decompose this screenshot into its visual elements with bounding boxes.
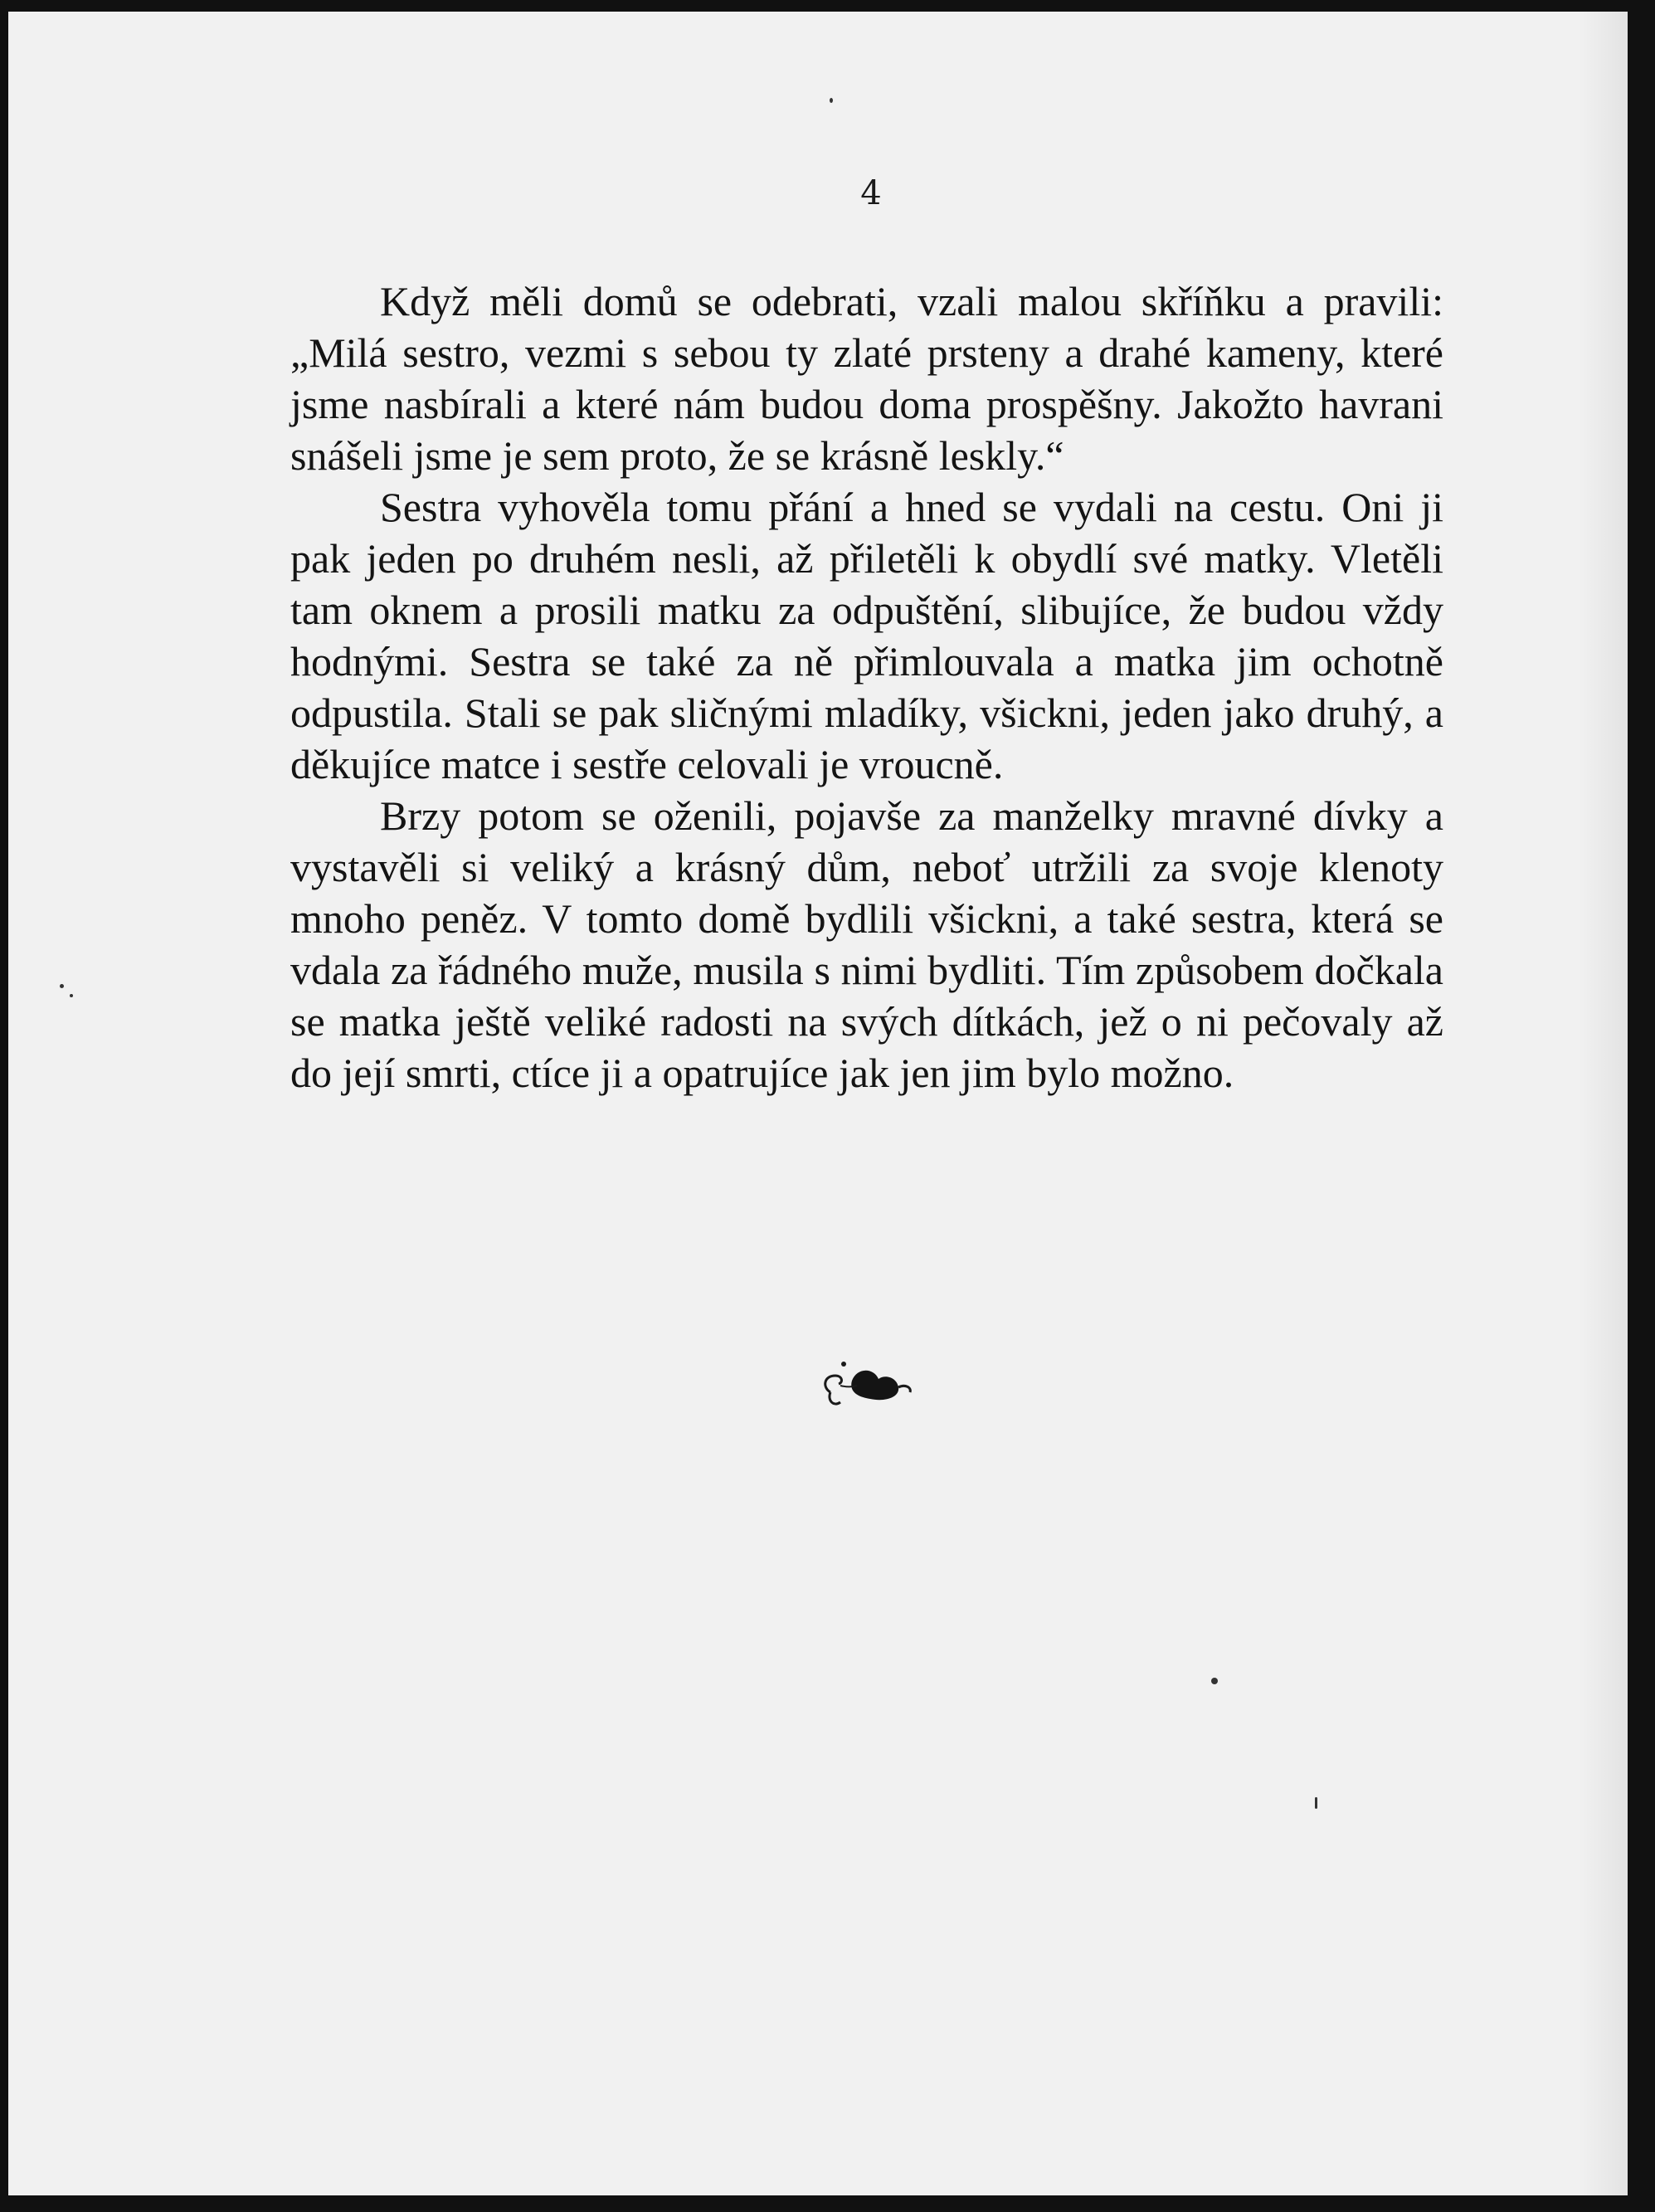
ink-speck xyxy=(1315,1797,1317,1809)
ink-speck xyxy=(70,994,73,997)
paragraph-2: Sestra vyhověla tomu přání a hned se vydali na cestu. Oni ji pak jeden po druhém nesli, až přiletěli k obydlí své matky. Vletěli tam oknem a prosili matku za odpuštění, slibujíce, že budou vždy hodnými. Sestra se také za ně přimlouvala a matka jim ochotně odpustila. Stali se pak sličnými mladíky, všickni, jeden jako druhý, a děkujíce matce i sestře celovali je vroucně. xyxy=(290,484,1443,787)
ink-speck xyxy=(1211,1678,1218,1684)
paragraph-1: Když měli domů se odebrati, vzali malou skříňku a pravili: „Milá sestro, vezmi s sebou ty zlaté prsteny a drahé kameny, které jsme nasbírali a které nám budou doma prospěšny. Jakožto havrani snášeli jsme je sem proto, že se krásně leskly.“ xyxy=(290,278,1443,479)
ink-speck xyxy=(830,98,833,103)
ink-speck xyxy=(60,984,64,988)
paragraph-3: Brzy potom se oženili, pojavše za manželky mravné dívky a vystavěli si veliký a krásný dům, neboť utržili za svoje klenoty mnoho peněz. V tomto domě bydlili všickni, a také sestra, která se vdala za řádného muže, musila s nimi bydliti. Tím způsobem dočkala se matka ještě veliké radosti na svých dítkách, jež o ni pečovaly až do její smrti, ctíce ji a opatrujíce jak jen jim bylo možno. xyxy=(290,792,1443,1096)
body-text xyxy=(290,275,1443,1099)
page-number: 4 xyxy=(860,174,882,212)
page-edge-shadow xyxy=(1578,12,1628,2195)
fleuron-ornament-icon xyxy=(819,1356,918,1414)
book-page xyxy=(8,12,1628,2195)
